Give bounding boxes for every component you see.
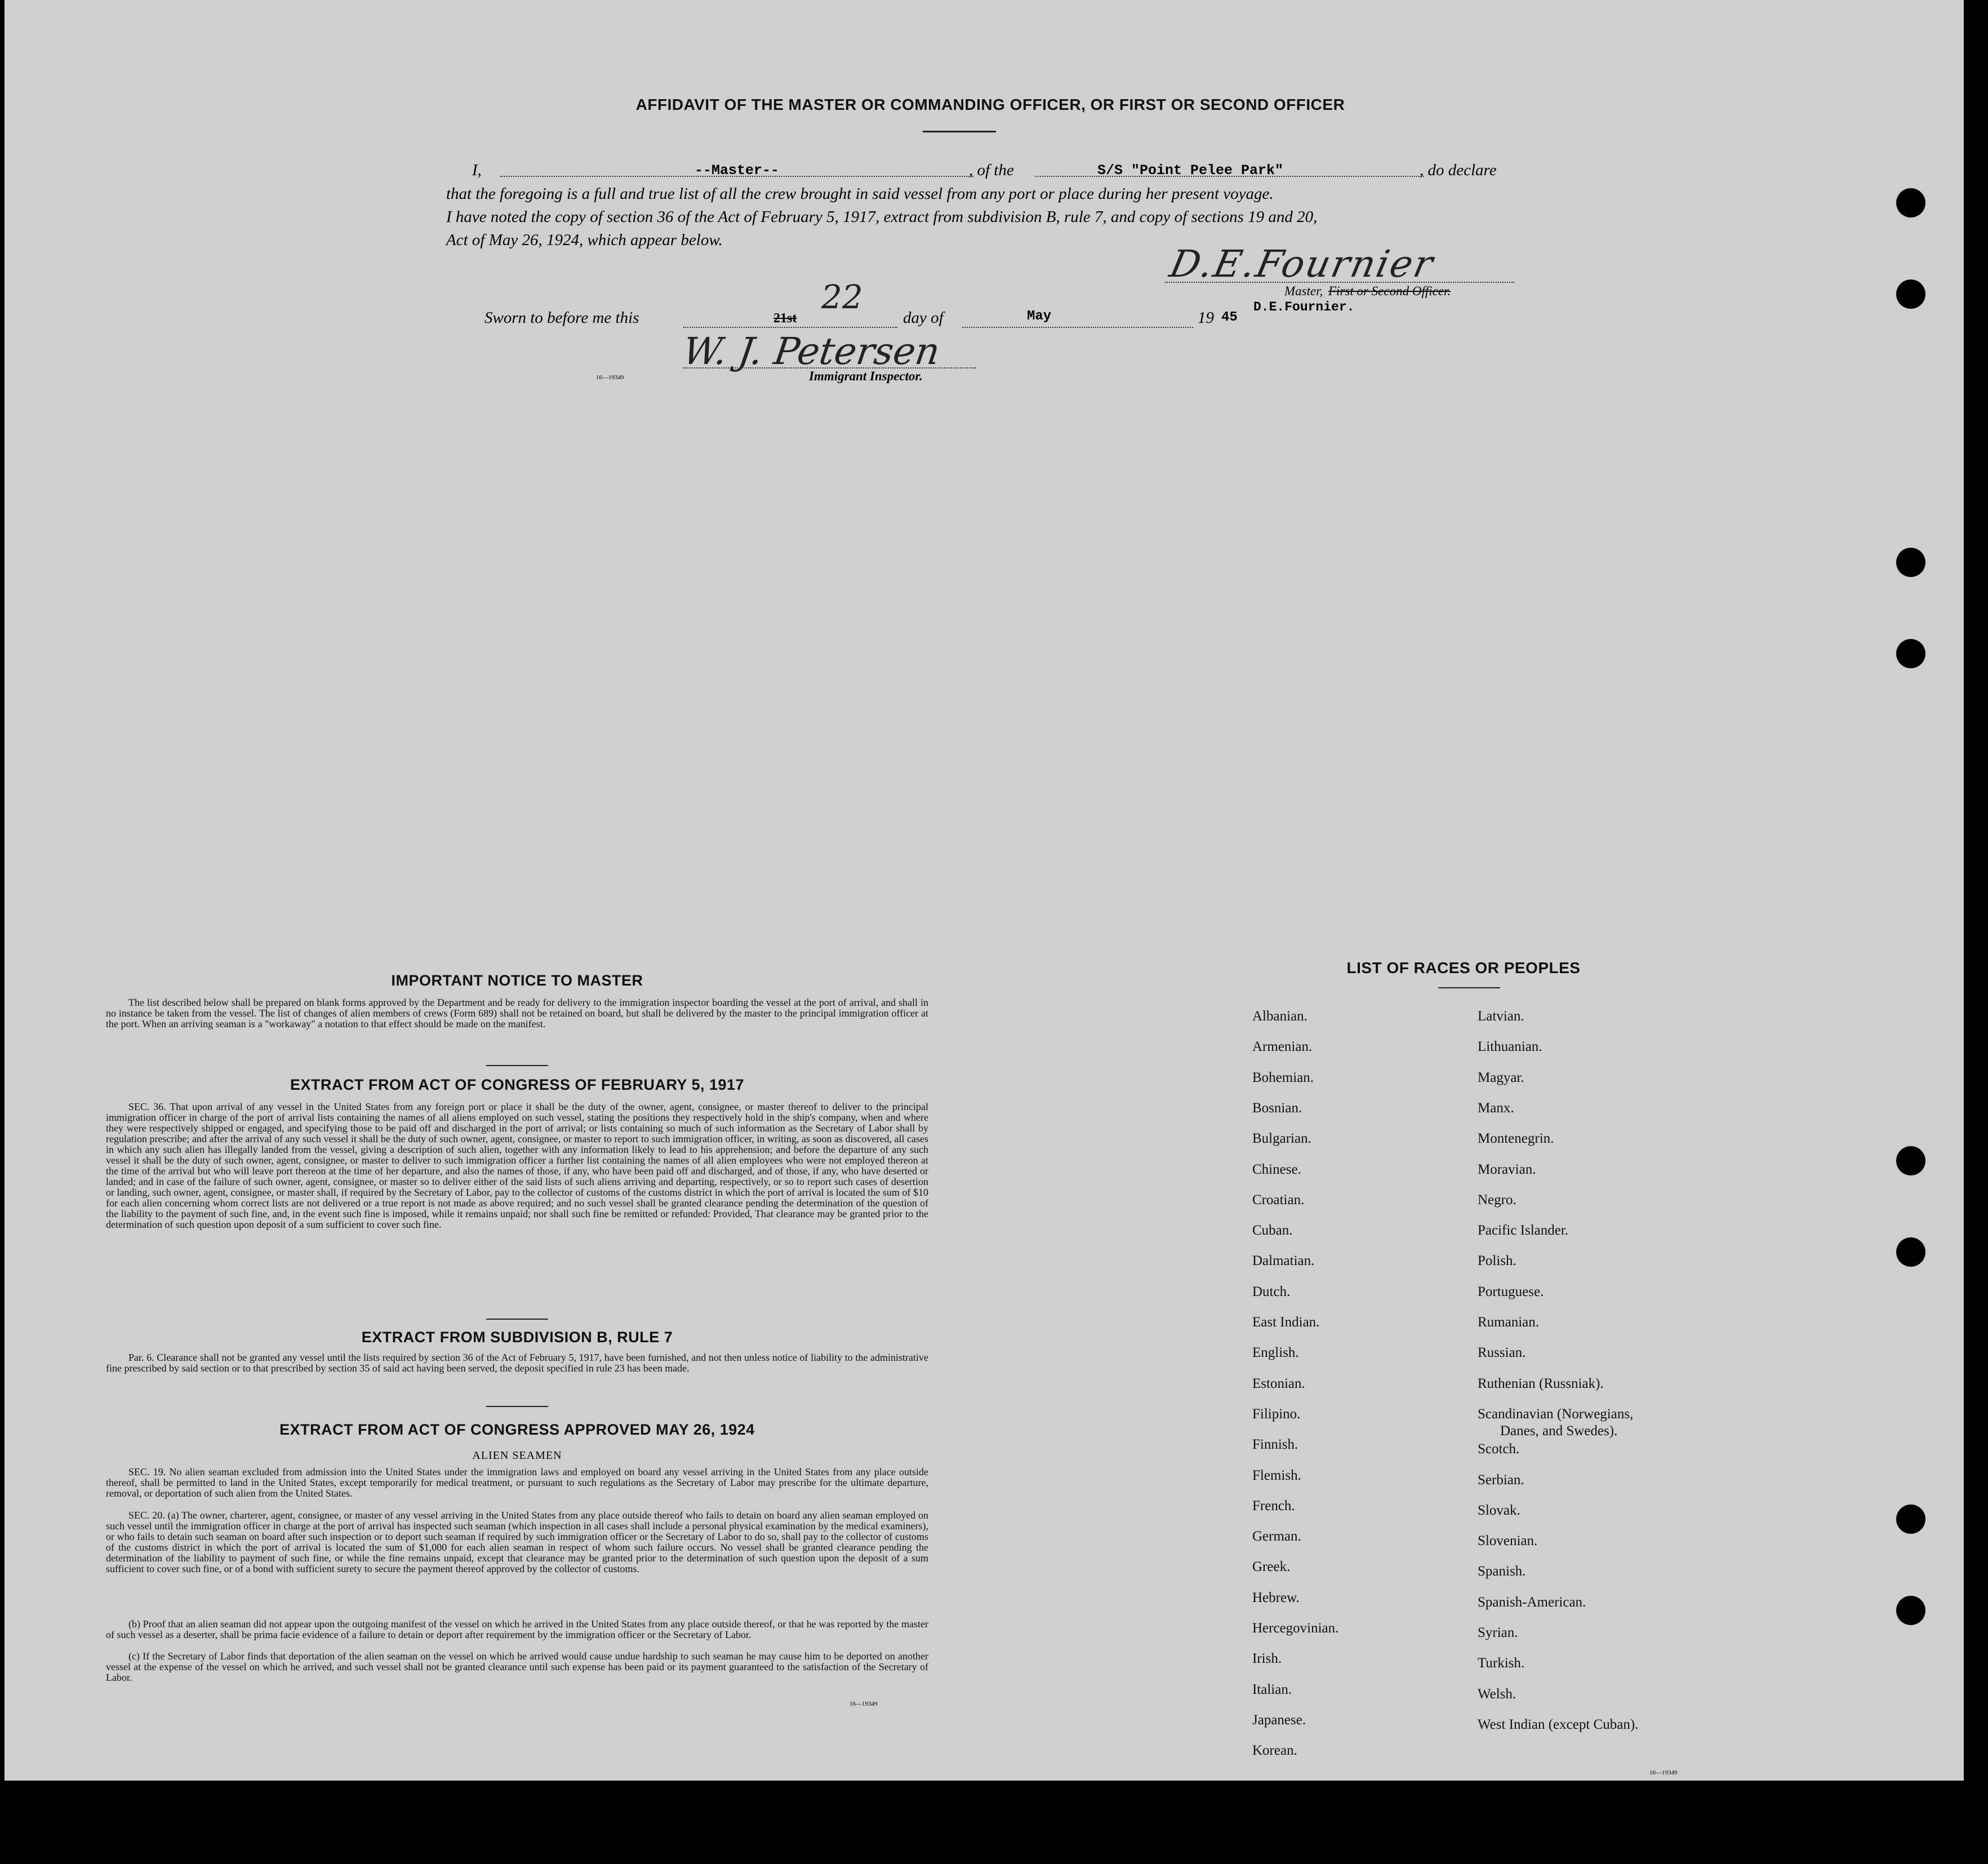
rule7-title: EXTRACT FROM SUBDIVISION B, RULE 7 — [361, 1329, 673, 1346]
race-item: West Indian (except Cuban). — [1478, 1716, 1639, 1732]
inspector-label: Immigrant Inspector. — [809, 369, 923, 383]
race-item: Estonian. — [1252, 1375, 1305, 1391]
race-item: French. — [1252, 1498, 1295, 1514]
binder-hole — [1896, 1596, 1925, 1625]
affidavit-title: AFFIDAVIT OF THE MASTER OR COMMANDING OFFICER, OR FIRST OR SECOND OFFICER — [635, 96, 1345, 113]
race-item: Korean. — [1252, 1743, 1297, 1759]
master-signature-line — [1165, 282, 1514, 283]
year-prefix: 19 — [1198, 309, 1214, 327]
affidavit-line-4: Act of May 26, 1924, which appear below. — [446, 231, 723, 249]
race-item: Chinese. — [1252, 1161, 1301, 1177]
day-of-label: day of — [903, 309, 944, 327]
officer-rank: --Master-- — [694, 162, 780, 179]
binder-hole — [1896, 1504, 1925, 1534]
races-divider — [1438, 987, 1500, 988]
do-declare-label: , do declare — [1420, 161, 1497, 179]
race-item: Flemish. — [1252, 1467, 1301, 1483]
inspector-signature: W. J. Petersen — [680, 330, 943, 373]
binder-hole — [1896, 548, 1925, 577]
race-item: East Indian. — [1252, 1315, 1320, 1330]
race-item: Manx. — [1478, 1100, 1514, 1116]
race-item: Lithuanian. — [1478, 1039, 1542, 1055]
rule7-divider — [486, 1406, 548, 1407]
race-item: Bulgarian. — [1252, 1131, 1311, 1147]
race-item: Bosnian. — [1252, 1100, 1302, 1116]
race-item: German. — [1252, 1529, 1301, 1545]
race-item: Bohemian. — [1252, 1069, 1314, 1085]
alien-seamen-subtitle: ALIEN SEAMEN — [472, 1449, 562, 1462]
race-item: Welsh. — [1478, 1686, 1516, 1702]
of-the-label: , of the — [969, 161, 1014, 179]
binder-hole — [1896, 639, 1925, 668]
race-item: Greek. — [1252, 1559, 1291, 1575]
notice-title: IMPORTANT NOTICE TO MASTER — [391, 972, 643, 989]
race-item: Croatian. — [1252, 1192, 1305, 1208]
race-item: Moravian. — [1478, 1161, 1536, 1177]
sec-20b-text: (b) Proof that an alien seaman did not appear upon the outgoing manifest of the vessel on which he arrived in the United States from any place outside thereof, or that he was reported by the master of such vessel as a deserter, shall be prima facie evidence of a failure to detain or deport after requirement by the immigration officer or the Secretary of Labor. — [106, 1618, 928, 1640]
binder-hole — [1896, 279, 1925, 309]
title-divider — [923, 131, 996, 132]
extract-form-number: 16—19349 — [850, 1701, 878, 1707]
race-item: Dutch. — [1252, 1284, 1291, 1299]
master-typed-name: D.E.Fournier. — [1253, 300, 1355, 314]
binder-hole — [1896, 1146, 1925, 1175]
race-item: Pacific Islander. — [1478, 1223, 1569, 1239]
master-label: Master, — [1284, 284, 1323, 298]
races-form-number: 16—19349 — [1649, 1769, 1678, 1776]
race-item: Negro. — [1478, 1192, 1516, 1208]
day-handwritten: 22 — [821, 278, 863, 316]
race-item: Russian. — [1478, 1345, 1526, 1361]
sworn-label: Sworn to before me this — [484, 309, 639, 327]
race-item: Armenian. — [1252, 1039, 1313, 1055]
race-item: Spanish. — [1478, 1564, 1526, 1579]
race-item: Montenegrin. — [1478, 1131, 1554, 1147]
race-item: Polish. — [1478, 1253, 1516, 1269]
race-item: Ruthenian (Russniak). — [1478, 1375, 1604, 1391]
race-item: Scotch. — [1478, 1441, 1520, 1457]
binder-hole — [1896, 188, 1925, 218]
race-item: Turkish. — [1478, 1656, 1525, 1671]
race-item: Hebrew. — [1252, 1590, 1300, 1605]
race-item: Finnish. — [1252, 1437, 1298, 1453]
struck-title: First or Second Officer. — [1328, 284, 1451, 298]
extract-1917-divider — [486, 1319, 548, 1320]
master-signature: D.E.Fournier — [1166, 242, 1439, 286]
scan-border — [1964, 0, 1988, 1864]
race-item: Irish. — [1252, 1651, 1282, 1667]
race-item: Danes, and Swedes). — [1500, 1423, 1618, 1439]
extract-1924-title: EXTRACT FROM ACT OF CONGRESS APPROVED MAY 26, 1924 — [279, 1421, 755, 1438]
race-item: Syrian. — [1478, 1625, 1518, 1640]
affidavit-form-number: 16—19349 — [596, 374, 624, 381]
race-item: Spanish-American. — [1478, 1594, 1586, 1610]
vessel-name: S/S "Point Pelee Park" — [1097, 162, 1284, 179]
affidavit-i-label: I, — [472, 161, 482, 179]
document-sheet — [5, 0, 1964, 1781]
year-suffix: 45 — [1221, 310, 1238, 325]
sec-20c-text: (c) If the Secretary of Labor finds that deportation of the alien seaman on the vessel on which he arrived would cause undue hardship to such seaman he may cause him to be deported on another vessel at the expense of the vessel on which he arrived, and such vessel shall not be granted clearance until such expense has been paid or its payment guaranteed to the satisfaction of the Secretary of Labor. — [106, 1650, 928, 1683]
race-item: Italian. — [1252, 1681, 1292, 1697]
notice-divider — [486, 1065, 548, 1066]
inspector-signature-line — [683, 367, 976, 369]
race-item: Slovenian. — [1478, 1533, 1538, 1549]
races-title: LIST OF RACES OR PEOPLES — [1346, 959, 1581, 977]
race-item: Cuban. — [1252, 1223, 1293, 1239]
race-item: Scandinavian (Norwegians, — [1478, 1406, 1634, 1422]
race-item: Slovak. — [1478, 1502, 1520, 1518]
race-item: Rumanian. — [1478, 1315, 1540, 1330]
binder-hole — [1896, 1237, 1925, 1267]
race-item: Dalmatian. — [1252, 1253, 1315, 1269]
day-fill-line — [683, 327, 897, 328]
month-value: May — [1027, 309, 1052, 324]
affidavit-line-3: I have noted the copy of section 36 of the Act of February 5, 1917, extract from subdivision B, rule 7, and copy of sections 19 and 20, — [446, 208, 1318, 226]
race-item: Albanian. — [1252, 1009, 1307, 1024]
race-item: Latvian. — [1478, 1009, 1524, 1024]
extract-1917-title: EXTRACT FROM ACT OF CONGRESS OF FEBRUARY 5, 1917 — [290, 1076, 745, 1093]
sec-19-text: SEC. 19. No alien seaman excluded from admission into the United States under the immigration laws and employed on board any vessel arriving in the United States from any place outside thereof, shall be permitted to land in the United States, except temporarily for medical treatment, or pursuant to such regulations as the Secretary of Labor may prescribe for the ultimate departure, removal, or deportation of such alien from the United States. — [106, 1466, 928, 1499]
affidavit-line-2: that the foregoing is a full and true list of all the crew brought in said vessel from any port or place during her present voyage. — [446, 185, 1274, 203]
month-fill-line — [962, 327, 1193, 328]
rule7-body: Par. 6. Clearance shall not be granted any vessel until the lists required by section 36 of the Act of February 5, 1917, have been furnished, and not then unless notice of liability to the administrative fine prescribed by said section or to that prescribed by section 35 of said act having been served, the deposit specified in rule 23 has been made. — [106, 1352, 928, 1374]
race-item: English. — [1252, 1345, 1299, 1361]
race-item: Magyar. — [1478, 1069, 1524, 1085]
race-item: Serbian. — [1478, 1472, 1524, 1488]
extract-1917-body: SEC. 36. That upon arrival of any vessel in the United States from any foreign port or place it shall be the duty of the owner, agent, consignee, or master thereof to deliver to the principal immigration officer in charge of the port of arrival lists containing the names of all aliens employed on such vessel, stating the positions they respectively hold in the ship's company, when and where they were respectively shipped or engaged, and specifying those to be paid off and discharged in the port of arrival; or lists containing so much of such information as the Secretary of Labor shall by regulation prescribe; and after the arrival of any such vessel it shall be the duty of such owner, agent, consignee, or master to report to such immigration officer, in writing, as soon as discovered, all cases in which any such alien has illegally landed from the vessel, giving a description of such alien, together with any information likely to lead to his apprehension; and before the departure of any such vessel it shall be the duty of such owner, agent, consignee, or master to deliver to such immigration officer a further list containing the names of all alien employees who were not employed thereon at the time of the arrival but who will leave port thereon at the time of her departure, and also the names of those, if any, who have been paid off and discharged, and of those, if any, who have deserted or landed; and in case of the failure of such owner, agent, consignee, or master so to deliver either of the said lists of such aliens arriving and departing, respectively, or so to report such cases of desertion or landing, such owner, agent, consignee, or master shall, if required by the Secretary of Labor, pay to the collector of customs of the customs district in which the port of arrival is located the sum of $10 for each alien concerning whom correct lists are not delivered or a true report is not made as above required; and no such vessel shall be granted clearance pending the determination of the question of the liability to the payment of such fine, and, in the event such fine is imposed, while it remains unpaid; nor shall such fine be remitted or refunded: Provided, That clearance may be granted prior to the determination of such question upon deposit of a sum sufficient to cover such fine. — [106, 1101, 928, 1230]
race-item: Filipino. — [1252, 1406, 1301, 1422]
race-item: Portuguese. — [1478, 1284, 1544, 1299]
race-item: Japanese. — [1252, 1712, 1306, 1728]
notice-body: The list described below shall be prepared on blank forms approved by the Department and be ready for delivery to the immigration inspector boarding the vessel at the port of arrival, and shall in no instance be taken from the vessel. The list of changes of alien members of crews (Form 689) shall not be retained on board, but shall be delivered by the master to the principal immigration officer at the port. When an arriving seaman is a "workaway" a notation to that effect should be made on the manifest. — [106, 997, 928, 1029]
day-struck: 21st — [773, 311, 797, 326]
race-item: Hercegovinian. — [1252, 1621, 1339, 1636]
sec-20a-text: SEC. 20. (a) The owner, charterer, agent, consignee, or master of any vessel arriving in the United States from any place outside thereof who fails to detain on board any alien seaman employed on such vessel until the immigration officer in charge at the port of arrival has inspected such seaman (which inspection in all cases shall include a personal physical examination by the medical examiners), or who fails to detain such seaman on board after such inspection or to deport such seaman if required by such immigration officer or the Secretary of Labor to do so, shall pay to the collector of customs of the customs district in which the port of arrival is located the sum of $1,000 for each alien seaman in respect of whom such failure occurs. No vessel shall be granted clearance pending the determination of the liability to payment of such fine, or while the fine remains unpaid, except that clearance may be granted prior to the determination of such question upon the deposit of a sum sufficient to cover such fine, or of a bond with sufficient surety to secure the payment thereof approved by the collector of customs. — [106, 1510, 928, 1574]
